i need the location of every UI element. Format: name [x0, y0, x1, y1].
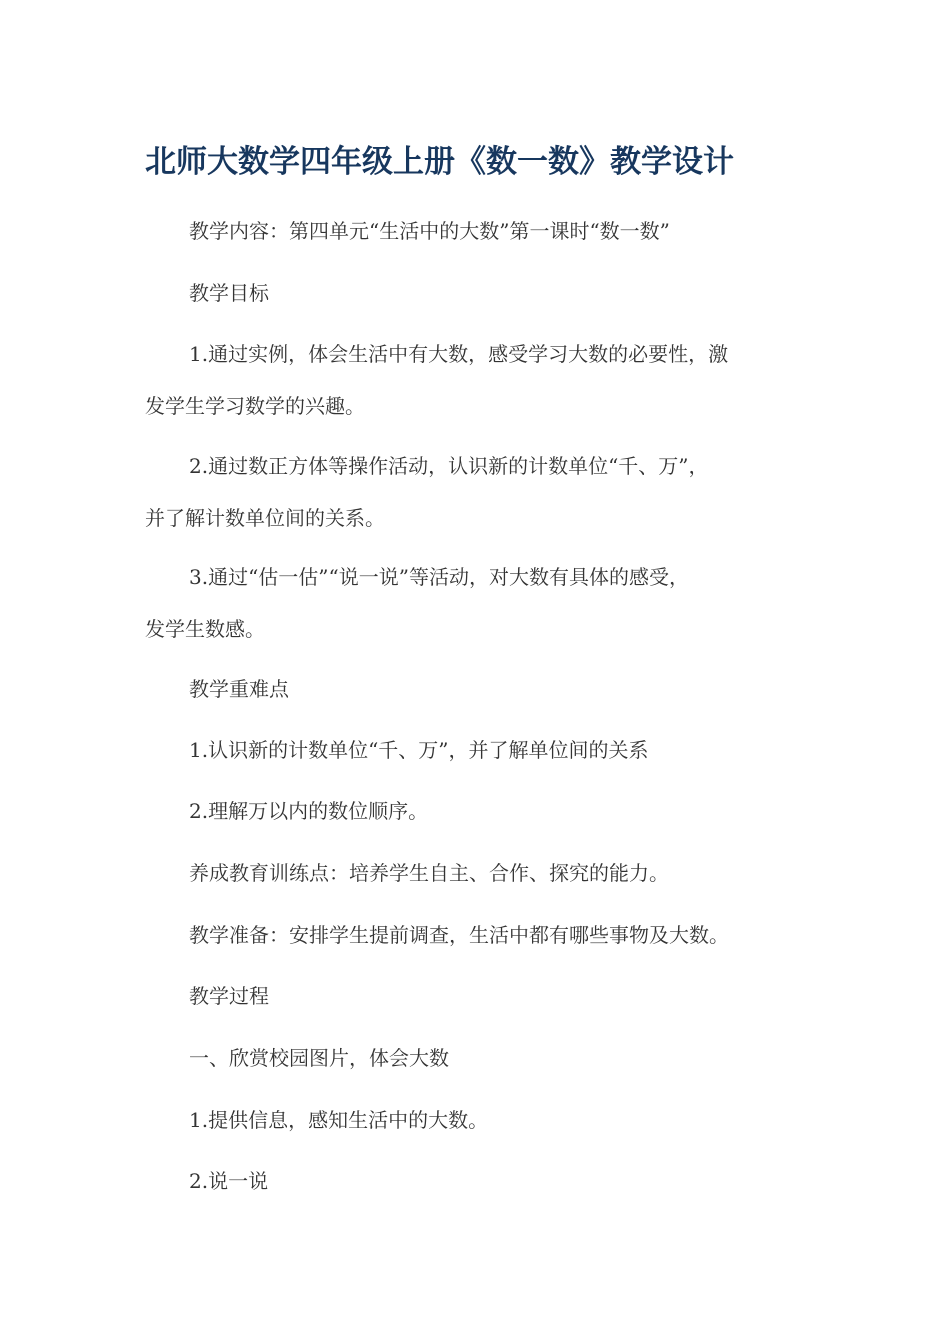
paragraph-line: 一、欣赏校园图片，体会大数: [189, 1046, 449, 1070]
paragraph-line: 2.说一说: [189, 1169, 269, 1193]
teaching-content-line: 教学内容：第四单元“生活中的大数”第一课时“数一数”: [189, 219, 670, 243]
paragraph-line: 1.提供信息，感知生活中的大数。: [189, 1108, 489, 1132]
paragraph-line: 发学生学习数学的兴趣。: [145, 394, 365, 418]
paragraph-line: 1.认识新的计数单位“千、万”，并了解单位间的关系: [189, 738, 649, 762]
section-heading-objectives: 教学目标: [189, 281, 269, 305]
document-title: 北师大数学四年级上册《数一数》教学设计: [145, 144, 734, 180]
section-heading-key-points: 教学重难点: [189, 677, 289, 701]
paragraph-line: 发学生数感。: [145, 617, 265, 641]
paragraph-line: 1.通过实例，体会生活中有大数，感受学习大数的必要性，激: [189, 342, 729, 366]
paragraph-line: 养成教育训练点：培养学生自主、合作、探究的能力。: [189, 861, 669, 885]
section-heading-process: 教学过程: [189, 984, 269, 1008]
paragraph-line: 教学准备：安排学生提前调查，生活中都有哪些事物及大数。: [189, 923, 729, 947]
paragraph-line: 2.理解万以内的数位顺序。: [189, 799, 429, 823]
paragraph-line: 2.通过数正方体等操作活动，认识新的计数单位“千、万”，: [189, 454, 709, 478]
paragraph-line: 并了解计数单位间的关系。: [145, 506, 385, 530]
paragraph-line: 3.通过“估一估”“说一说”等活动，对大数有具体的感受，: [189, 565, 689, 589]
